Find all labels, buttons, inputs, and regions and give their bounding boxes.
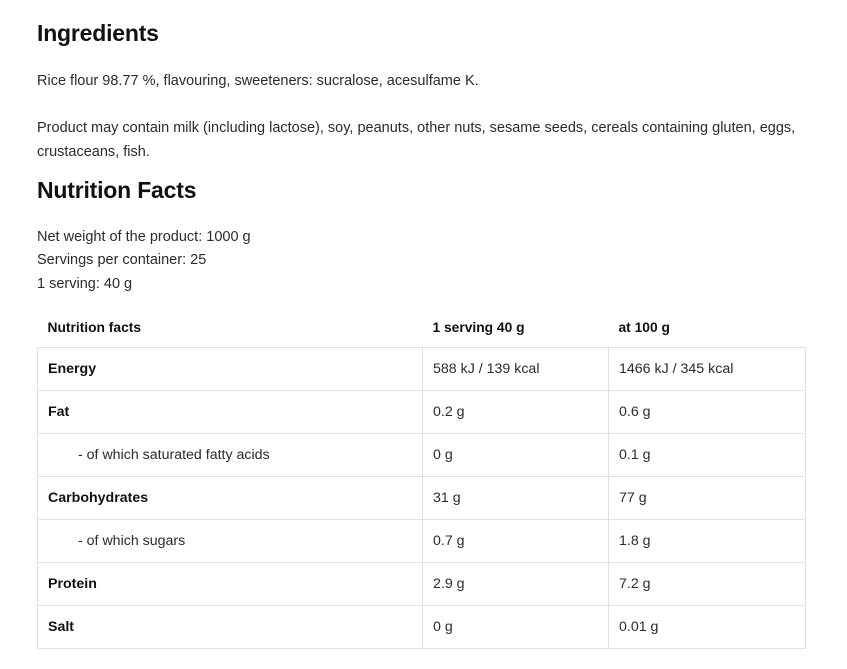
row-hundred-value: 77 g	[609, 477, 806, 520]
table-row	[38, 520, 806, 563]
row-label: Energy	[38, 348, 423, 391]
table-row	[38, 348, 806, 391]
row-label: - of which saturated fatty acids	[38, 434, 423, 477]
column-header-serving: 1 serving 40 g	[432, 320, 525, 336]
row-serving-value: 0.2 g	[423, 391, 609, 434]
row-serving-value: 0 g	[423, 434, 609, 477]
row-label: Fat	[38, 391, 423, 434]
table-row	[38, 434, 806, 477]
row-label: - of which sugars	[38, 520, 423, 563]
row-hundred-value: 7.2 g	[609, 563, 806, 606]
nutrition-facts-heading: Nutrition Facts	[37, 176, 197, 203]
ingredients-heading: Ingredients	[37, 20, 159, 46]
row-serving-value: 0 g	[423, 606, 609, 649]
row-serving-value: 31 g	[423, 477, 609, 520]
servings-per-container-text: Servings per container: 25	[37, 252, 207, 269]
row-hundred-value: 0.01 g	[609, 606, 806, 649]
serving-meta	[37, 226, 807, 296]
column-header-hundred: at 100 g	[618, 320, 670, 336]
nutrition-table-body	[38, 348, 806, 649]
row-hundred-value: 0.1 g	[609, 434, 806, 477]
row-serving-value: 0.7 g	[423, 520, 609, 563]
table-row	[38, 563, 806, 606]
table-row	[38, 606, 806, 649]
row-hundred-value: 1466 kJ / 345 kcal	[609, 348, 806, 391]
nutrition-facts-table	[37, 314, 806, 649]
allergen-warning-text: Product may contain milk (including lactose), soy, peanuts, other nuts, sesame seeds, cereals containing gluten, eggs, crustaceans, fish.	[37, 119, 796, 160]
row-label: Carbohydrates	[38, 477, 423, 520]
serving-size-text: 1 serving: 40 g	[37, 275, 133, 292]
ingredients-list-text: Rice flour 98.77 %, flavouring, sweeteners: sucralose, acesulfame K.	[37, 73, 479, 89]
table-row	[38, 391, 806, 434]
row-label: Salt	[38, 606, 423, 649]
row-label: Protein	[38, 563, 423, 606]
table-row	[38, 477, 806, 520]
table-header-row	[38, 314, 806, 348]
row-serving-value: 588 kJ / 139 kcal	[423, 348, 609, 391]
row-serving-value: 2.9 g	[423, 563, 609, 606]
row-hundred-value: 1.8 g	[609, 520, 806, 563]
column-header-name: Nutrition facts	[47, 320, 142, 336]
row-hundred-value: 0.6 g	[609, 391, 806, 434]
net-weight-text: Net weight of the product: 1000 g	[37, 228, 251, 245]
